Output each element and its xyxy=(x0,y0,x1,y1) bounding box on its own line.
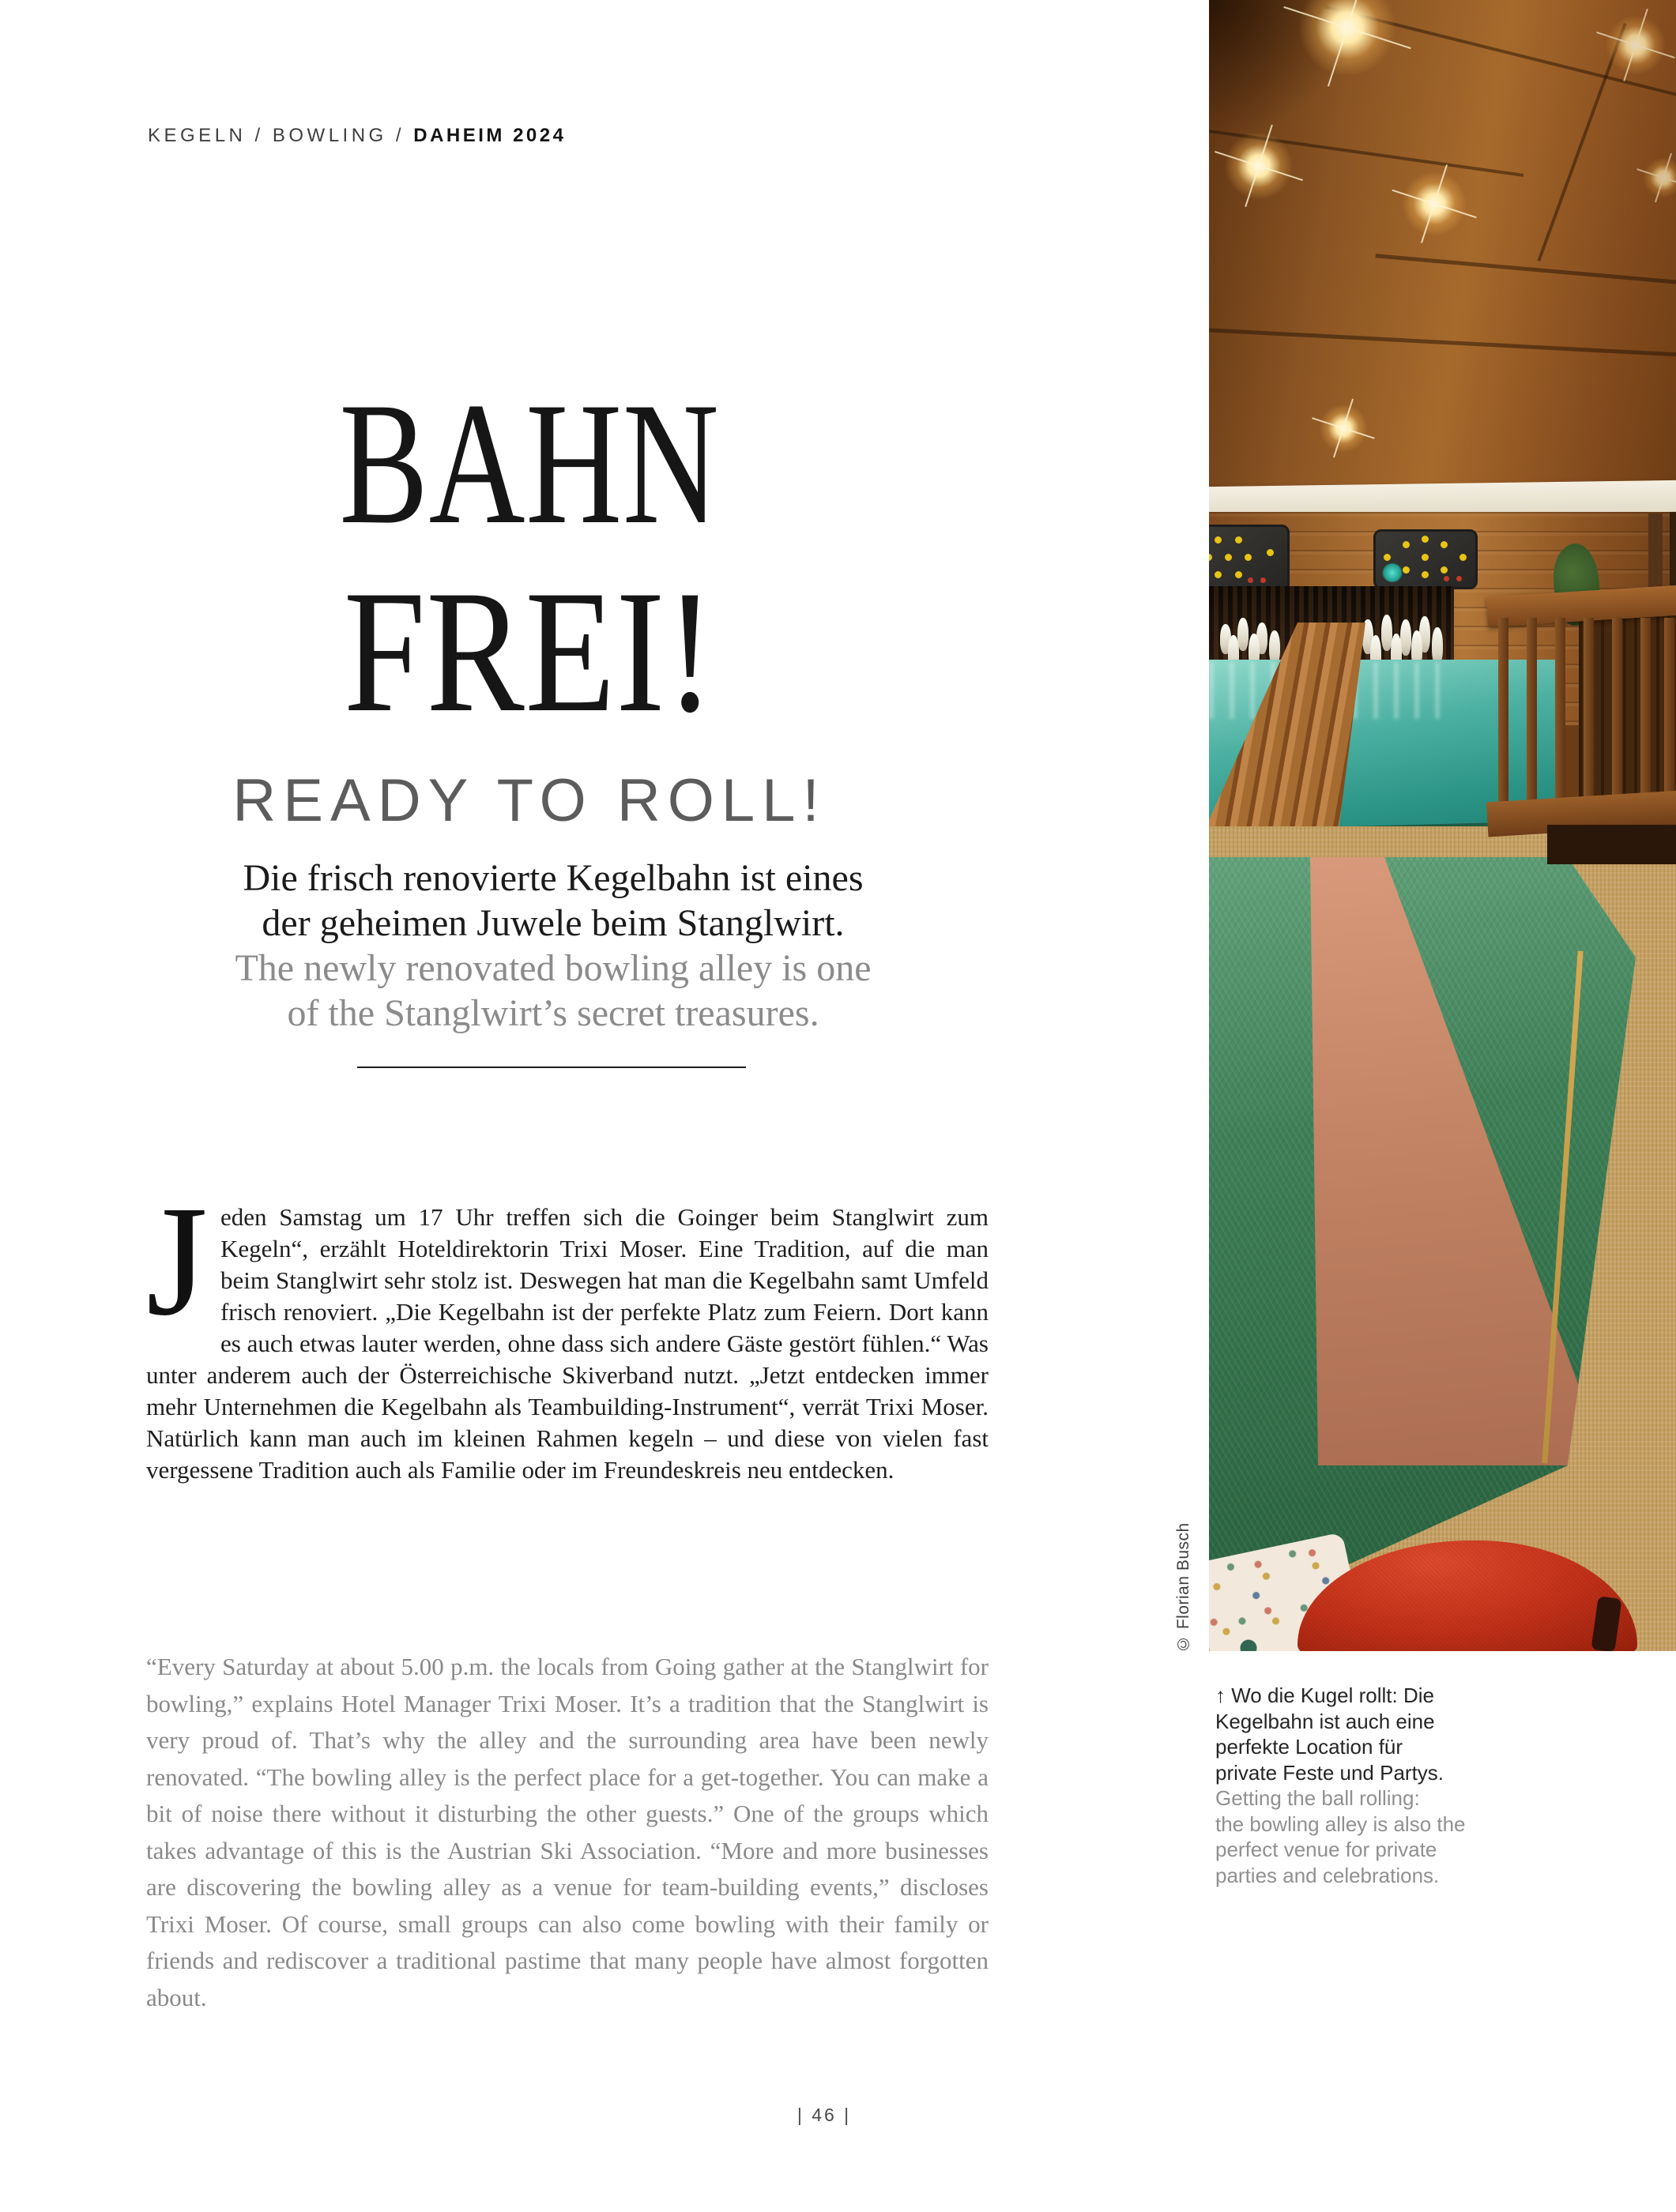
article-title xyxy=(134,367,925,835)
railing-post xyxy=(1555,618,1565,815)
photo-credit: © Florian Busch xyxy=(1174,1522,1192,1653)
section-kicker xyxy=(148,125,566,147)
score-board xyxy=(1209,525,1290,592)
title-line-1: BAHN xyxy=(339,367,720,561)
article-text-en: “Every Saturday at about 5.00 p.m. the locals from Going gather at the Stanglwirt for bowling,” explains Hotel Manager Trixi Moser. It’s a tradition that the Stanglwirt is very proud of. That’s why the alley and the surrounding area have been newly renovated. “The bowling alley is the perfect place for a get-together. You can make a bit of noise there without it disturbing the other guests.” One of the groups which takes advantage of this is the Austrian Ski Association. “More and more businesses are discovering the bowling alley as a venue for team-building events,” discloses Trixi Moser. Of course, small groups can also come bowling with their family or friends and rediscover a traditional pastime that many people have almost forgotten about. xyxy=(146,1653,989,2011)
railing-post xyxy=(1664,618,1674,815)
intro-en-line: of the Stanglwirt’s secret treasures. xyxy=(287,992,819,1034)
kicker-section: KEGELN / BOWLING / xyxy=(148,125,414,146)
ceiling-light-icon xyxy=(1318,404,1369,452)
page-number: | 46 | xyxy=(797,2105,852,2125)
railing-post xyxy=(1612,618,1622,815)
score-board xyxy=(1373,529,1478,589)
dropcap: J xyxy=(146,1174,208,1349)
intro-en-line: The newly renovated bowling alley is one xyxy=(235,947,872,989)
bowling-alley-photo xyxy=(1209,0,1676,1651)
railing-base xyxy=(1547,825,1676,864)
title-line-2: FREI! xyxy=(343,555,716,749)
caption-de-line: Kegelbahn ist auch eine xyxy=(1215,1709,1435,1733)
caption-en-line: the bowling alley is also the xyxy=(1215,1811,1466,1836)
caption-de-line: ↑ Wo die Kugel rollt: Die xyxy=(1215,1683,1434,1707)
article-text-de: eden Samstag um 17 Uhr treffen sich die Goinger beim Stanglwirt zum Kegeln“, erzählt Hoteldirektorin Trixi Moser. Eine Tradition, auf die man beim Stanglwirt sehr stolz ist. Deswegen hat man die Kegelbahn samt Umfeld frisch renoviert. „Die Kegelbahn ist der perfekte Platz zum Feiern. Dort kann es auch etwas lauter werden, ohne dass sich andere Gäste gestört fühlen.“ Was unter anderem auch der Österreichische Skiverband nutzt. „Jetzt entdecken immer mehr Unternehmen die Kegelbahn als Teambuilding-Instrument“, verrät Trixi Moser. Natürlich kann man auch im kleinen Rahmen kegeln – und diese von vielen fast vergessene Tradition auch als Familie oder im Freundeskreis neu entdecken. xyxy=(146,1203,989,1484)
bowling-pin xyxy=(1400,619,1411,656)
kicker-issue: DAHEIM 2024 xyxy=(413,125,567,146)
bowling-pin xyxy=(1237,618,1249,651)
intro-de-line: Die frisch renovierte Kegelbahn ist eines xyxy=(243,857,864,899)
title-subtitle: READY TO ROLL! xyxy=(232,767,827,834)
ceiling-light-icon xyxy=(1223,133,1294,199)
ceiling-light-icon xyxy=(1400,172,1468,235)
intro-de-line: der geheimen Juwele beim Stanglwirt. xyxy=(262,902,845,944)
railing-post xyxy=(1527,618,1537,815)
article-paragraph-de xyxy=(146,1174,989,1486)
railing-post xyxy=(1498,618,1508,815)
ceiling-light-icon xyxy=(1604,16,1667,74)
caption-en-line: Getting the ball rolling: xyxy=(1215,1786,1420,1810)
photo-caption xyxy=(1215,1683,1555,1888)
article-paragraph-en xyxy=(146,1649,989,2016)
caption-de-line: perfekte Location für xyxy=(1215,1735,1403,1759)
divider-rule xyxy=(357,1066,746,1068)
caption-en-line: parties and celebrations. xyxy=(1215,1863,1440,1887)
caption-en-line: perfect venue for private xyxy=(1215,1838,1437,1861)
intro-deck xyxy=(134,856,972,1036)
railing-post xyxy=(1640,618,1651,815)
railing-post xyxy=(1584,618,1594,815)
caption-de-line: private Feste und Partys. xyxy=(1215,1760,1444,1785)
